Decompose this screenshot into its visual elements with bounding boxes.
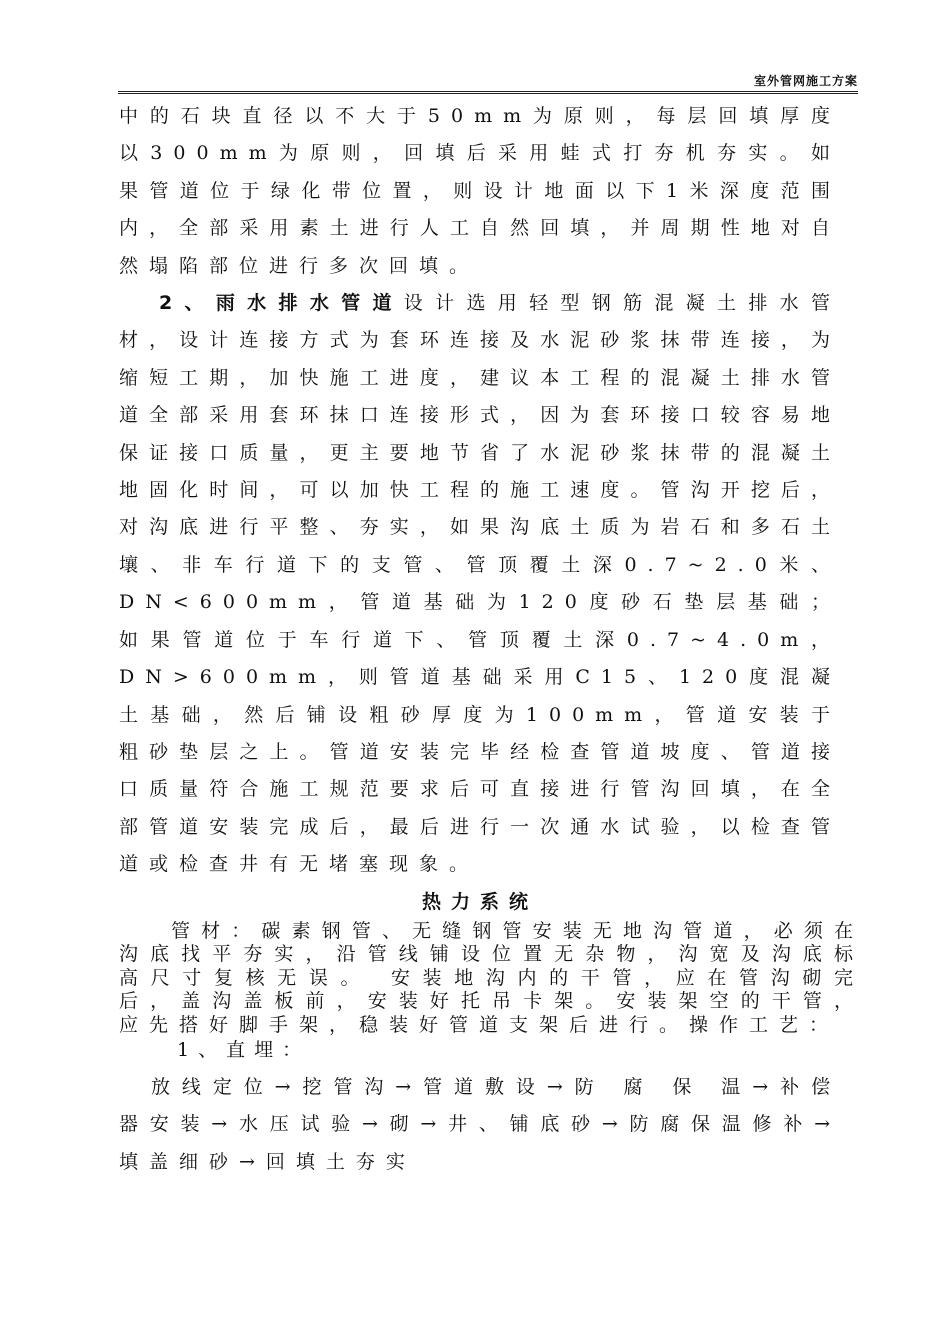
paragraph-lead-heading: 2、雨水排水管道 — [159, 292, 404, 315]
paragraph-backfill: 中的石块直径以不大于50mm为原则，每层回填厚度以300mm为原则，回填后采用蛙式打夯机夯实。如果管道位于绿化带位置，则设计地面以下1米深度范围内，全部采用素土进行人工自然回填，并周期性地对自然塌陷部位进行多次回填。 — [119, 105, 841, 277]
paragraph-pipe-material: 管材：碳素钢管、无缝钢管安装无地沟管道，必须在沟底找平夯实，沿管线铺设位置无杂物，沟宽及沟底标高尺寸复核无误。 安装地沟内的干管，应在管沟砌完后，盖沟盖板前，安装好托吊卡架。安装架空的干管，应先搭好脚手架，稳装好管道支架后进行。操作工艺： — [119, 919, 864, 1036]
subheading-direct-burial: 1、直埋： — [177, 1039, 311, 1062]
header-divider — [118, 91, 858, 94]
document-body — [119, 98, 864, 1181]
running-header: 室外管网施工方案 — [753, 74, 858, 88]
paragraph-rainwater-body: 设计选用轻型钢筋混凝土排水管材，设计连接方式为套环连接及水泥砂浆抹带连接，为缩短工期，加快施工进度，建议本工程的混凝土排水管道全部采用套环抹口连接形式，因为套环接口较容易地保证接口质量，更主要地节省了水泥砂浆抹带的混凝土地固化时间，可以加快工程的施工速度。管沟开挖后，对沟底进行平整、夯实，如果沟底土质为岩石和多石土壤、非车行道下的支管、管顶覆土深0.7~2.0米、DN<600mm，管道基础为120度砂石垫层基础；如果管道位于车行道下、管顶覆土深0.7~4.0m，DN>600mm，则管道基础采用C15、120度混凝土基础，然后铺设粗砂厚度为100mm，管道安装于粗砂垫层之上。管道安装完毕经检查管道坡度、管道接口质量符合施工规范要求后可直接进行管沟回填，在全部管道安装完成后，最后进行一次通水试验，以检查管道或检查井有无堵塞现象。 — [119, 292, 841, 876]
paragraph-rainwater-pipe — [119, 285, 841, 884]
paragraph-process-flow: 放线定位→挖管沟→管道敷设→防 腐 保 温→补偿器安装→水压试验→砌→井、铺底砂→防腐保温修补→填盖细砂→回填土夯实 — [119, 1076, 841, 1173]
section-title-heating: 热力系统 — [421, 890, 538, 913]
